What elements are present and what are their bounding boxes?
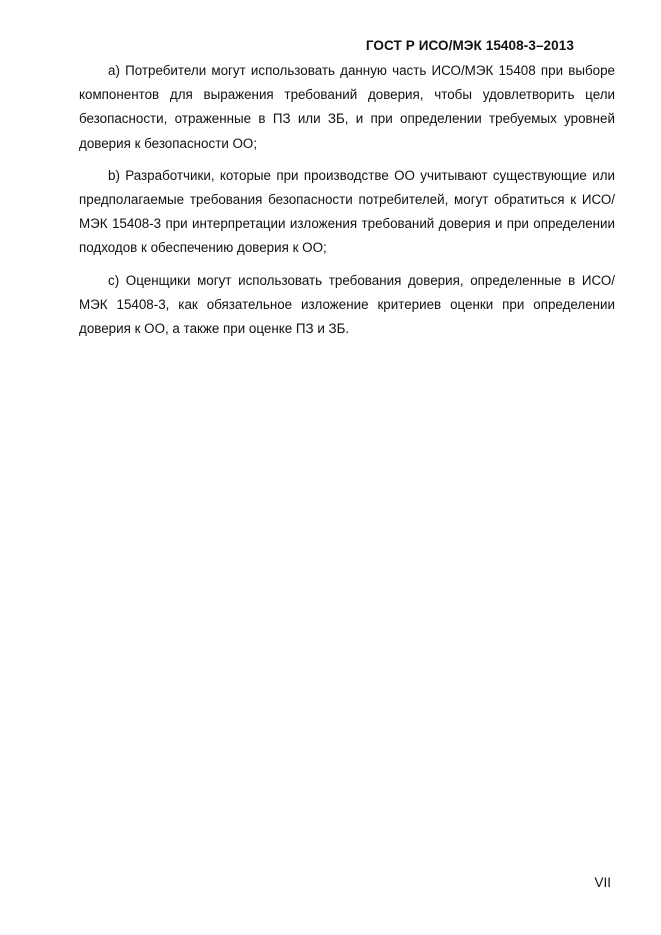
page-number: VII (594, 875, 611, 890)
paragraph-b: b) Разработчики, которые при производстве ОО учитывают существующие или предполагаемые требования безопасности потребителей, могут обратиться к ИСО/МЭК 15408-3 при интерпретации изложения требований доверия и при определении подходов к обеспечению доверия к ОО; (79, 167, 615, 256)
paragraph-c: c) Оценщики могут использовать требования доверия, определенные в ИСО/МЭК 15408-3, как обязательное изложение критериев оценки при определении доверия к ОО, а также при оценке ПЗ и ЗБ. (79, 272, 615, 337)
paragraph-a: a) Потребители могут использовать данную часть ИСО/МЭК 15408 при выборе компонентов для выражения требований доверия, чтобы удовлетворить цели безопасности, отраженные в ПЗ или ЗБ, и при определении требуемых уровней доверия к безопасности ОО; (79, 63, 615, 151)
document-header: ГОСТ Р ИСО/МЭК 15408-3–2013 (365, 38, 574, 53)
document-body (79, 59, 615, 349)
